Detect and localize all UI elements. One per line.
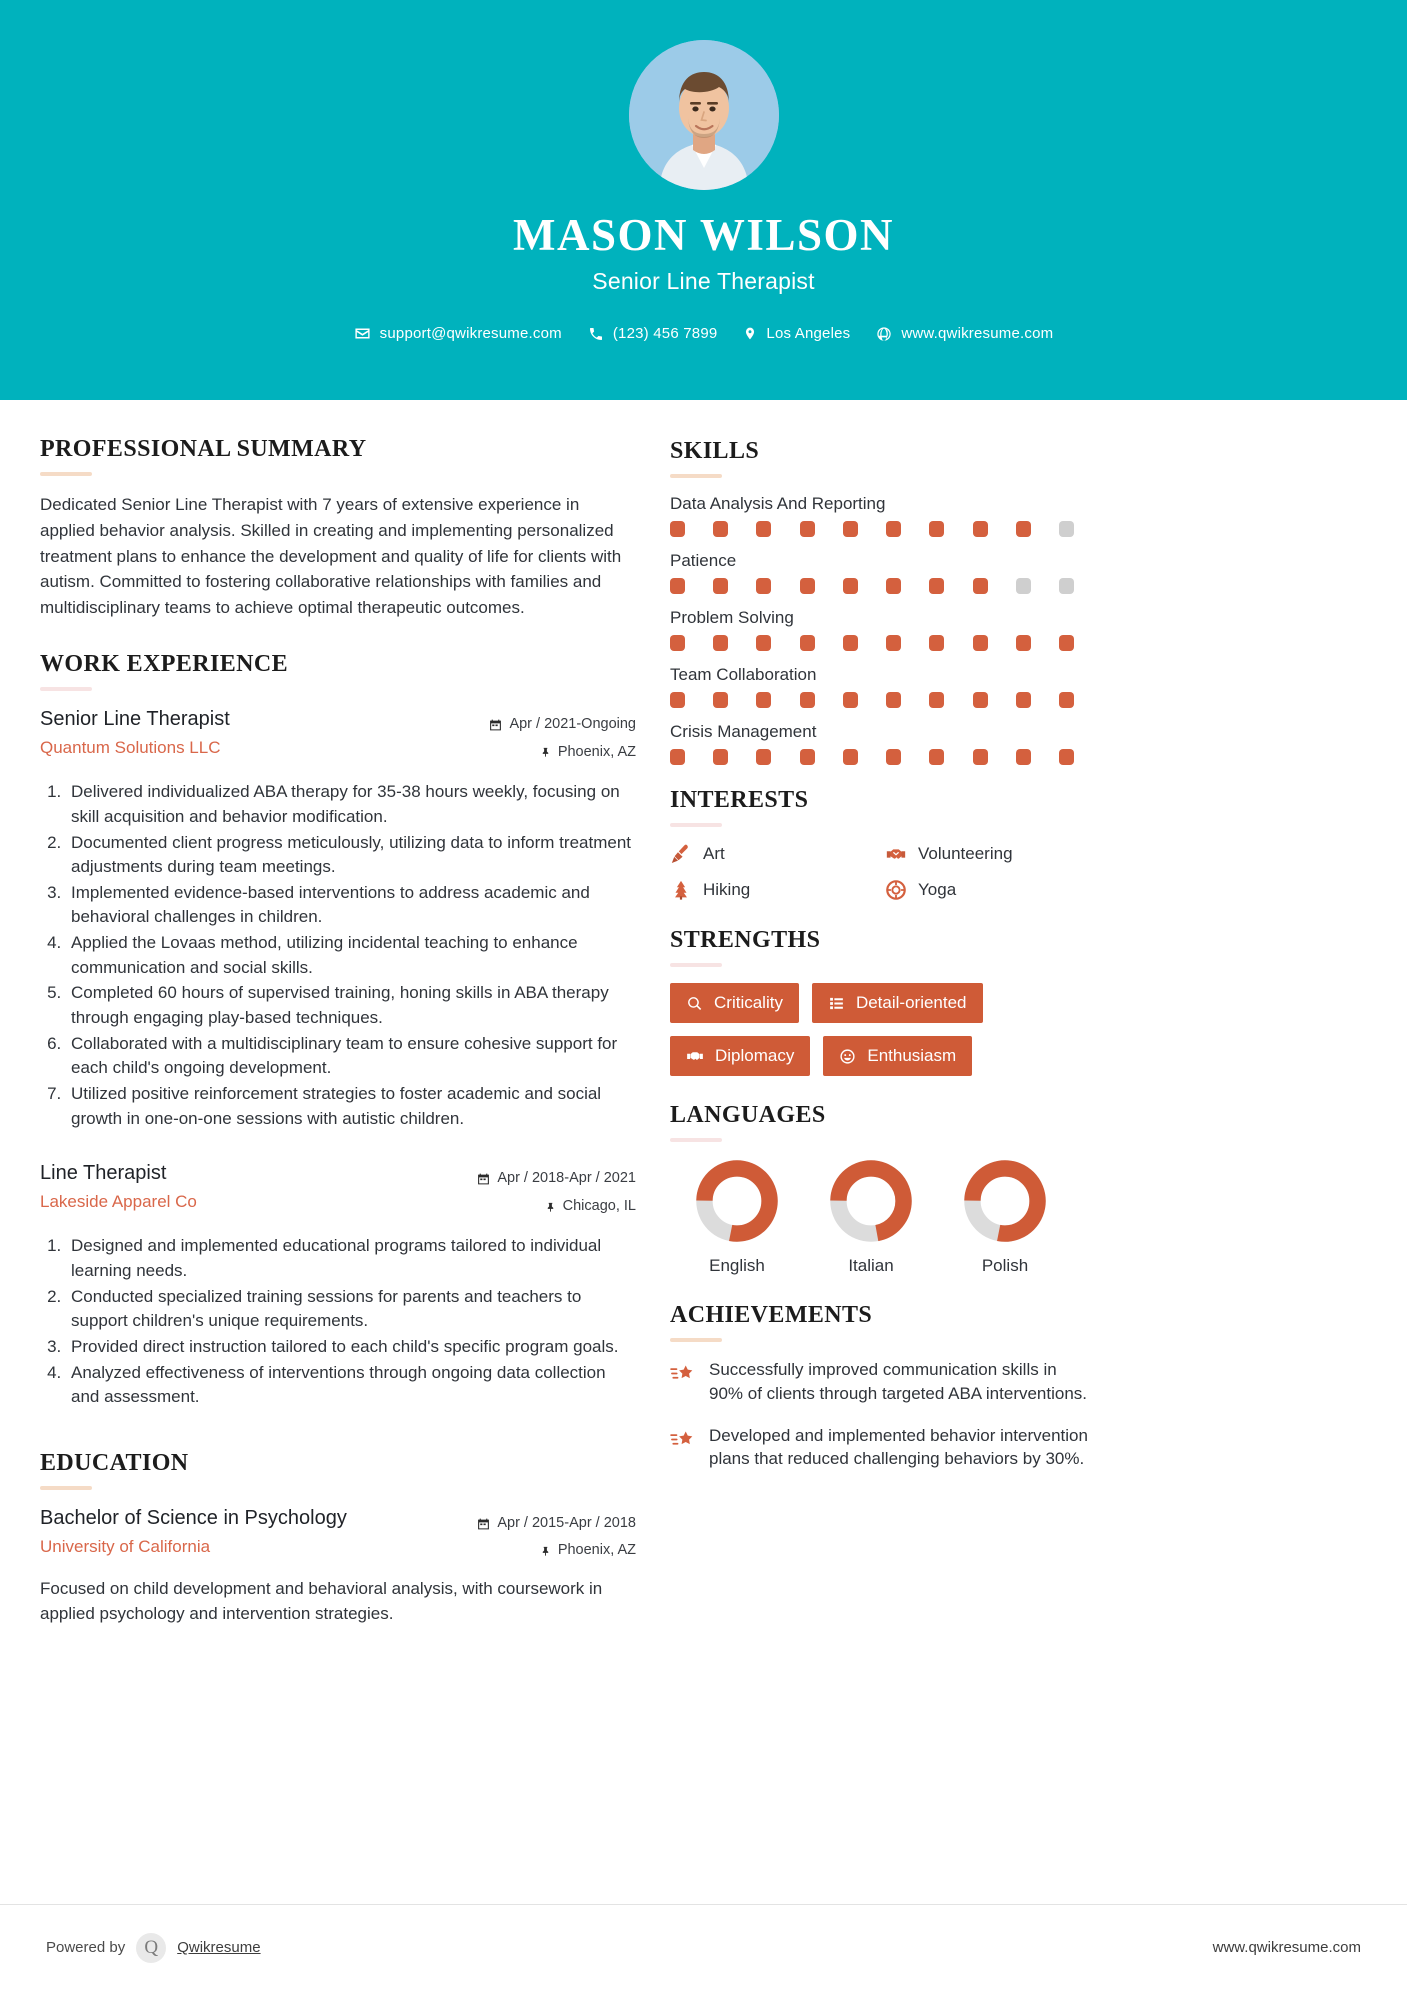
- contact-website[interactable]: [876, 325, 1053, 342]
- section-rule: [670, 1338, 722, 1342]
- professional-summary-text: Dedicated Senior Line Therapist with 7 years of extensive experience in applied behavior analysis. Skilled in creating and implementing personalized treatment plans to enhance the development and quality of life for clients with autism. Committed to fostering collaborative relationships with families and multidisciplinary teams to achieve optimal therapeutic outcomes.: [40, 495, 622, 618]
- strength-badge-diplomacy: [670, 1036, 810, 1076]
- skill-dot-filled: [800, 692, 815, 708]
- skill-dot-empty: [1016, 578, 1031, 594]
- work-entry: [40, 1161, 636, 1410]
- skill-dot-filled: [973, 749, 988, 765]
- education-entry-dates-text: Apr / 2015-Apr / 2018: [497, 1514, 636, 1531]
- section-title-skills: SKILLS: [670, 438, 760, 464]
- pine-tree-icon: [670, 879, 692, 901]
- calendar-icon: [477, 1517, 490, 1531]
- skill-rating: [670, 578, 1074, 594]
- education-entry-description: Focused on child development and behavioral analysis, with coursework in applied psychology and intervention strategies.: [40, 1578, 603, 1623]
- skill-dot-filled: [886, 692, 901, 708]
- section-title-strengths: STRENGTHS: [670, 927, 821, 953]
- skill-dot-filled: [929, 521, 944, 537]
- work-entry-role: Senior Line Therapist: [40, 708, 230, 731]
- shooting-star-icon: [670, 1361, 696, 1387]
- skill-dot-filled: [886, 521, 901, 537]
- contact-location[interactable]: [743, 325, 850, 342]
- list-item: 5. Completed 60 hours of supervised training, honing skills in ABA therapy through engaging play-based techniques.: [66, 981, 636, 1030]
- work-entry-organization: Quantum Solutions LLC: [40, 738, 221, 758]
- skill-item: [670, 722, 1090, 765]
- education-entry-left: [40, 1506, 463, 1557]
- section-interests: [670, 787, 1090, 901]
- job-title: Senior Line Therapist: [592, 268, 815, 295]
- avatar-photo: [629, 40, 779, 190]
- skill-dot-filled: [886, 578, 901, 594]
- contact-phone[interactable]: [588, 325, 718, 342]
- skill-dot-filled: [1016, 749, 1031, 765]
- contact-location-text: Los Angeles: [766, 325, 851, 343]
- language-label: English: [709, 1256, 765, 1275]
- strengths-list: [670, 983, 1090, 1076]
- section-achievements: [670, 1302, 1090, 1471]
- contact-phone-text: (123) 456 7899: [612, 325, 718, 343]
- section-professional-summary: [40, 436, 636, 621]
- achievement-item: [670, 1424, 1090, 1472]
- interest-label: Hiking: [703, 880, 751, 899]
- section-rule: [670, 823, 722, 827]
- skill-dot-filled: [756, 578, 771, 594]
- avatar: [629, 40, 779, 190]
- location-pin-icon: [743, 325, 757, 342]
- skill-rating: [670, 521, 1074, 537]
- skill-name: Team Collaboration: [670, 665, 817, 684]
- interest-label: Art: [703, 844, 725, 863]
- contact-email-text: support@qwikresume.com: [379, 325, 562, 343]
- education-entry-location-text: Phoenix, AZ: [557, 1542, 636, 1559]
- list-item: 7. Utilized positive reinforcement strategies to foster academic and social growth in one-on-one sessions with autistic children.: [66, 1082, 636, 1131]
- contact-email[interactable]: [354, 325, 562, 342]
- section-rule: [40, 472, 92, 476]
- skill-dot-filled: [973, 578, 988, 594]
- section-rule: [670, 1138, 722, 1142]
- skill-dot-filled: [973, 521, 988, 537]
- list-item: 6. Collaborated with a multidisciplinary team to ensure cohesive support for each child's ongoing development.: [66, 1032, 636, 1081]
- education-entry-head: [40, 1506, 636, 1565]
- work-entry-role: Line Therapist: [40, 1162, 167, 1185]
- work-entry-meta: [475, 707, 636, 766]
- section-title-interests: INTERESTS: [670, 787, 809, 813]
- skill-dot-filled: [929, 749, 944, 765]
- lifebuoy-icon: [885, 879, 907, 901]
- section-strengths: [670, 927, 1090, 1076]
- skill-rating: [670, 749, 1074, 765]
- skill-dot-filled: [670, 521, 685, 537]
- resume-body: [0, 400, 1407, 1626]
- list-item: 3. Provided direct instruction tailored to each child's specific program goals.: [66, 1335, 636, 1360]
- work-entry-dates-text: Apr / 2021-Ongoing: [509, 716, 636, 733]
- pushpin-icon: [540, 745, 551, 759]
- skill-dot-filled: [670, 692, 685, 708]
- interest-label: Yoga: [918, 880, 957, 899]
- paintbrush-icon: [670, 843, 692, 865]
- work-entry: [40, 707, 636, 1131]
- list-item: 4. Analyzed effectiveness of interventions through ongoing data collection and assessment.: [66, 1361, 636, 1410]
- education-entry-dates: [477, 1510, 636, 1538]
- list-item: 3. Implemented evidence-based interventions to address academic and behavioral challenges in children.: [66, 881, 636, 930]
- skill-dot-filled: [973, 635, 988, 651]
- work-entry-location: [489, 739, 636, 767]
- section-title-education: EDUCATION: [40, 1449, 189, 1476]
- skill-dot-filled: [800, 521, 815, 537]
- shooting-star-icon: [670, 1427, 696, 1453]
- powered-by: [46, 1933, 261, 1963]
- work-entry-location: [477, 1193, 636, 1221]
- skill-dot-filled: [670, 578, 685, 594]
- interest-item-hiking: [670, 879, 875, 901]
- skill-dot-filled: [886, 749, 901, 765]
- skill-dot-filled: [843, 635, 858, 651]
- interest-item-art: [670, 843, 875, 865]
- skill-dot-filled: [843, 521, 858, 537]
- section-title-work-experience: WORK EXPERIENCE: [40, 651, 289, 678]
- handshake-icon: [885, 843, 907, 865]
- work-entry-left: [40, 707, 475, 758]
- work-entry-meta: [463, 1161, 636, 1220]
- right-column: [670, 436, 1090, 1626]
- language-donut: [962, 1158, 1048, 1244]
- work-entry-organization: Lakeside Apparel Co: [40, 1192, 197, 1212]
- skill-item: [670, 608, 1090, 651]
- skill-dot-filled: [1059, 692, 1074, 708]
- section-rule: [40, 687, 92, 691]
- education-entry: [40, 1506, 636, 1626]
- section-rule: [670, 474, 722, 478]
- strength-badge-detail-oriented: [812, 983, 983, 1023]
- achievement-text: Successfully improved communication skills in 90% of clients through targeted ABA interventions.: [709, 1360, 1088, 1403]
- envelope-icon: [354, 325, 371, 342]
- list-icon: [828, 995, 845, 1012]
- section-languages: [670, 1102, 1090, 1276]
- language-label: Polish: [981, 1256, 1029, 1275]
- language-donut: [694, 1158, 780, 1244]
- skill-item: [670, 551, 1090, 594]
- strength-label: Criticality: [714, 993, 783, 1012]
- section-education: [40, 1450, 636, 1626]
- education-entry-organization: University of California: [40, 1536, 211, 1556]
- list-item: 1. Delivered individualized ABA therapy for 35-38 hours weekly, focusing on skill acquisition and behavior modification.: [66, 780, 636, 829]
- skill-dot-filled: [756, 521, 771, 537]
- achievement-text: Developed and implemented behavior intervention plans that reduced challenging behaviors by 30%.: [709, 1425, 1088, 1469]
- skill-dot-filled: [843, 749, 858, 765]
- language-item-polish: [938, 1158, 1072, 1276]
- skill-dot-filled: [929, 578, 944, 594]
- skill-dot-filled: [1059, 635, 1074, 651]
- skill-dot-filled: [843, 692, 858, 708]
- skill-name: Data Analysis And Reporting: [670, 494, 886, 513]
- interests-grid: [670, 843, 1090, 901]
- section-work-experience: [40, 651, 636, 1410]
- strength-label: Detail-oriented: [855, 993, 967, 1012]
- language-donut: [828, 1158, 914, 1244]
- skill-dot-filled: [756, 749, 771, 765]
- magnifier-icon: [686, 995, 703, 1012]
- section-rule: [40, 1486, 92, 1490]
- interest-item-volunteering: [885, 843, 1090, 865]
- pushpin-icon: [545, 1200, 556, 1214]
- skill-dot-filled: [1016, 635, 1031, 651]
- page-title: MASON WILSON: [513, 210, 894, 260]
- skill-dot-filled: [713, 578, 728, 594]
- strength-badge-criticality: [670, 983, 799, 1023]
- skill-dot-filled: [756, 635, 771, 651]
- language-item-italian: [804, 1158, 938, 1276]
- skill-rating: [670, 635, 1074, 651]
- section-rule: [670, 963, 722, 967]
- strength-label: Enthusiasm: [867, 1046, 957, 1065]
- contact-row: [0, 325, 1407, 342]
- work-entry-bullets: [40, 780, 636, 1131]
- powered-by-label: Powered by: [46, 1939, 126, 1956]
- list-item: 4. Applied the Lovaas method, utilizing incidental teaching to enhance communication and social skills.: [66, 931, 636, 980]
- skill-dot-filled: [713, 635, 728, 651]
- skill-dot-empty: [1059, 521, 1074, 537]
- work-entry-dates: [489, 711, 636, 739]
- education-entry-location: [477, 1537, 636, 1565]
- skill-dot-filled: [713, 521, 728, 537]
- skill-dot-filled: [929, 692, 944, 708]
- skill-dot-filled: [670, 749, 685, 765]
- skill-dot-filled: [929, 635, 944, 651]
- list-item: 1. Designed and implemented educational programs tailored to individual learning needs.: [66, 1234, 636, 1283]
- work-entry-head: [40, 707, 636, 766]
- skill-dot-filled: [800, 578, 815, 594]
- section-skills: [670, 438, 1090, 765]
- page-footer: [0, 1904, 1407, 1990]
- language-item-english: [670, 1158, 804, 1276]
- skill-dot-filled: [973, 692, 988, 708]
- skill-dot-filled: [713, 749, 728, 765]
- skill-item: [670, 494, 1090, 537]
- section-title-achievements: ACHIEVEMENTS: [670, 1302, 873, 1328]
- education-entry-meta: [463, 1506, 636, 1565]
- contact-website-text: www.qwikresume.com: [901, 325, 1054, 343]
- list-item: 2. Documented client progress meticulously, utilizing data to inform treatment adjustments during team meetings.: [66, 831, 636, 880]
- skill-dot-filled: [756, 692, 771, 708]
- qwikresume-logo-icon: Q: [136, 1933, 166, 1963]
- strength-label: Diplomacy: [715, 1046, 795, 1065]
- languages-list: [670, 1158, 1090, 1276]
- brand-link[interactable]: Qwikresume: [177, 1939, 261, 1956]
- skill-dot-filled: [670, 635, 685, 651]
- skill-item: [670, 665, 1090, 708]
- work-entry-head: [40, 1161, 636, 1220]
- calendar-icon: [489, 718, 502, 732]
- globe-icon: [876, 326, 892, 342]
- smiley-icon: [839, 1048, 856, 1065]
- skill-dot-filled: [843, 578, 858, 594]
- skill-dot-empty: [1059, 578, 1074, 594]
- strength-badge-enthusiasm: [823, 1036, 972, 1076]
- left-column: [40, 436, 636, 1626]
- work-entry-dates: [477, 1165, 636, 1193]
- skill-dot-filled: [1059, 749, 1074, 765]
- calendar-icon: [477, 1172, 490, 1186]
- skill-name: Patience: [670, 551, 737, 570]
- resume-header: [0, 0, 1407, 400]
- skill-dot-filled: [800, 749, 815, 765]
- interest-item-yoga: [885, 879, 1090, 901]
- skill-dot-filled: [1016, 692, 1031, 708]
- footer-url[interactable]: www.qwikresume.com: [1212, 1939, 1361, 1956]
- section-title-languages: LANGUAGES: [670, 1102, 826, 1128]
- skill-rating: [670, 692, 1074, 708]
- interest-label: Volunteering: [918, 844, 1013, 863]
- skill-dot-filled: [800, 635, 815, 651]
- education-entry-degree: Bachelor of Science in Psychology: [40, 1506, 347, 1529]
- skill-name: Crisis Management: [670, 722, 817, 741]
- handshake-icon: [686, 1047, 704, 1065]
- work-entry-left: [40, 1161, 463, 1212]
- list-item: 2. Conducted specialized training sessions for parents and teachers to support children's unique requirements.: [66, 1285, 636, 1334]
- skill-dot-filled: [713, 692, 728, 708]
- pushpin-icon: [540, 1544, 551, 1558]
- phone-icon: [588, 326, 604, 342]
- skill-dot-filled: [1016, 521, 1031, 537]
- work-entry-location-text: Phoenix, AZ: [557, 743, 636, 760]
- work-entry-location-text: Chicago, IL: [562, 1197, 636, 1214]
- skill-name: Problem Solving: [670, 608, 794, 627]
- language-label: Italian: [848, 1256, 894, 1275]
- skill-dot-filled: [886, 635, 901, 651]
- work-entry-bullets: [40, 1234, 636, 1409]
- achievement-item: [670, 1358, 1090, 1406]
- section-title-professional-summary: PROFESSIONAL SUMMARY: [40, 436, 367, 462]
- work-entry-dates-text: Apr / 2018-Apr / 2021: [497, 1170, 636, 1187]
